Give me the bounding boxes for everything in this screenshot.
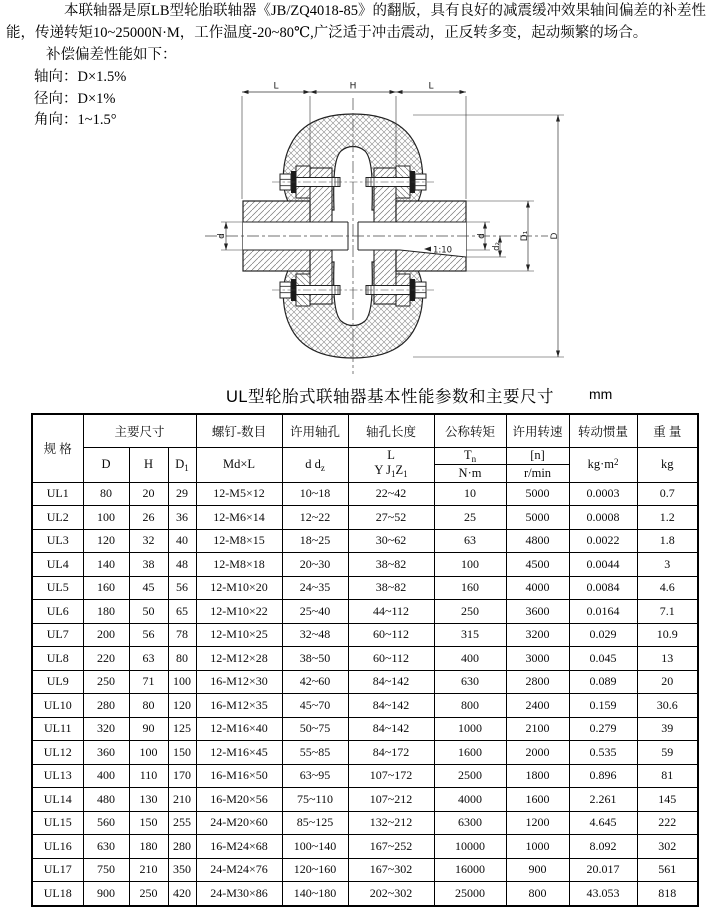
intro-line-1: 本联轴器是原LB型轮胎联轴器《JB/ZQ4018-85》的翻版，具有良好的减震缓冲效果轴间偏差的补差性 (64, 3, 707, 19)
table-row (32, 694, 698, 718)
radial-spec: 径向：D×1% (34, 91, 116, 107)
table-cell: 10000 (434, 835, 506, 859)
table-cell: 24~35 (282, 576, 348, 600)
table-cell: 132~212 (348, 811, 434, 835)
table-cell: 0.896 (569, 764, 637, 788)
table-cell: 12-M8×18 (196, 553, 282, 577)
table-cell: 255 (168, 811, 196, 835)
table-cell: 12-M8×15 (196, 529, 282, 553)
table-cell: 1.8 (637, 529, 698, 553)
table-cell: 3600 (506, 600, 569, 624)
table-cell: 50 (129, 600, 168, 624)
table-cell: 180 (129, 835, 168, 859)
table-cell: 24-M20×60 (196, 811, 282, 835)
table-cell: UL5 (32, 576, 83, 600)
dim-label-l-right: L (428, 81, 434, 92)
table-cell: 12-M5×12 (196, 482, 282, 506)
table-cell: 140~180 (282, 882, 348, 906)
table-cell: 0.045 (569, 647, 637, 671)
table-cell: 44~112 (348, 600, 434, 624)
table-cell: 42~60 (282, 670, 348, 694)
table-cell: 100~140 (282, 835, 348, 859)
table-cell: 55~85 (282, 741, 348, 765)
table-cell: 1000 (434, 717, 506, 741)
table-cell: 12-M16×40 (196, 717, 282, 741)
table-row (32, 741, 698, 765)
table-cell: 40 (168, 529, 196, 553)
table-cell: 38 (129, 553, 168, 577)
table-cell: 280 (83, 694, 129, 718)
table-cell: 167~302 (348, 858, 434, 882)
table-cell: 16-M12×30 (196, 670, 282, 694)
table-cell: 81 (637, 764, 698, 788)
table-cell: 80 (129, 694, 168, 718)
table-cell: 420 (168, 882, 196, 906)
table-cell: 120 (168, 694, 196, 718)
table-cell: 3200 (506, 623, 569, 647)
table-cell: 0.0022 (569, 529, 637, 553)
table-cell: 4.645 (569, 811, 637, 835)
table-cell: 12-M10×22 (196, 600, 282, 624)
table-cell: 400 (434, 647, 506, 671)
table-cell: 16-M12×35 (196, 694, 282, 718)
table-cell: 120 (83, 529, 129, 553)
table-cell: 2400 (506, 694, 569, 718)
table-cell: 4000 (434, 788, 506, 812)
table-cell: 80 (83, 482, 129, 506)
col-spec: 规 格 (32, 414, 83, 482)
dim-label-d-outer: D (550, 232, 560, 240)
header-row-1 (32, 414, 698, 447)
table-cell: UL8 (32, 647, 83, 671)
table-cell: 16000 (434, 858, 506, 882)
table-cell: 3000 (506, 647, 569, 671)
table-cell: 2800 (506, 670, 569, 694)
table-cell: 560 (83, 811, 129, 835)
table-cell: 38~50 (282, 647, 348, 671)
table-cell: UL3 (32, 529, 83, 553)
table-cell: 22~42 (348, 482, 434, 506)
table-cell: 20 (637, 670, 698, 694)
table-cell: 130 (129, 788, 168, 812)
table-cell: 200 (83, 623, 129, 647)
table-cell: 220 (83, 647, 129, 671)
table-cell: 12-M10×20 (196, 576, 282, 600)
table-cell: 20.017 (569, 858, 637, 882)
table-cell: 900 (83, 882, 129, 906)
table-row (32, 858, 698, 882)
table-cell: 160 (434, 576, 506, 600)
dim-label-d-left: d (217, 233, 227, 239)
header-row-2 (32, 447, 698, 465)
table-cell: 12-M6×14 (196, 506, 282, 530)
table-cell: 75~110 (282, 788, 348, 812)
table-cell: 78 (168, 623, 196, 647)
table-cell: 250 (83, 670, 129, 694)
table-cell: 315 (434, 623, 506, 647)
table-cell: 65 (168, 600, 196, 624)
table-cell: 60~112 (348, 623, 434, 647)
table-cell: 26 (129, 506, 168, 530)
table-cell: 0.279 (569, 717, 637, 741)
speed-symbol: [n] (506, 447, 569, 465)
table-cell: 250 (129, 882, 168, 906)
table-row (32, 647, 698, 671)
col-allowed-speed: 许用转速 (506, 414, 569, 447)
axial-spec: 轴向：D×1.5% (34, 69, 127, 85)
table-cell: 27~52 (348, 506, 434, 530)
table-cell: 180 (83, 600, 129, 624)
table-cell: 38~82 (348, 576, 434, 600)
table-row (32, 576, 698, 600)
table-cell: 0.029 (569, 623, 637, 647)
table-cell: 84~142 (348, 717, 434, 741)
table-cell: UL6 (32, 600, 83, 624)
table-cell: 84~142 (348, 670, 434, 694)
table-row (32, 811, 698, 835)
table-cell: UL12 (32, 741, 83, 765)
col-screw-spec: Md×L (196, 447, 282, 482)
table-cell: 1200 (506, 811, 569, 835)
table-cell: 0.0164 (569, 600, 637, 624)
table-cell: 120~160 (282, 858, 348, 882)
table-cell: 10 (434, 482, 506, 506)
table-cell: UL16 (32, 835, 83, 859)
table-cell: 1800 (506, 764, 569, 788)
compensation-heading: 补偿偏差性能如下： (46, 47, 177, 63)
table-cell: 10.9 (637, 623, 698, 647)
col-h: H (129, 447, 168, 482)
table-cell: 6300 (434, 811, 506, 835)
table-cell: 43.053 (569, 882, 637, 906)
table-cell: 12-M16×45 (196, 741, 282, 765)
col-nominal-torque: 公称转矩 (434, 414, 506, 447)
table-cell: 107~212 (348, 788, 434, 812)
table-cell: 1600 (506, 788, 569, 812)
table-cell: 2000 (506, 741, 569, 765)
table-cell: 56 (129, 623, 168, 647)
table-cell: 800 (434, 694, 506, 718)
table-cell: 202~302 (348, 882, 434, 906)
table-cell: 38~82 (348, 553, 434, 577)
table-cell: 630 (83, 835, 129, 859)
table-cell: 59 (637, 741, 698, 765)
table-cell: 302 (637, 835, 698, 859)
table-cell: 25~40 (282, 600, 348, 624)
torque-unit: N·m (434, 465, 506, 483)
table-cell: 100 (129, 741, 168, 765)
inertia-unit: $kg\cdot m^2$ (569, 447, 637, 482)
col-d: D (83, 447, 129, 482)
table-cell: 84~142 (348, 694, 434, 718)
table-cell: 170 (168, 764, 196, 788)
table-row (32, 482, 698, 506)
table-cell: 222 (637, 811, 698, 835)
table-cell: 100 (168, 670, 196, 694)
table-cell: 250 (434, 600, 506, 624)
table-cell: UL4 (32, 553, 83, 577)
table-cell: 4.6 (637, 576, 698, 600)
table-cell: 5000 (506, 506, 569, 530)
table-cell: 4000 (506, 576, 569, 600)
table-cell: 480 (83, 788, 129, 812)
table-cell: 561 (637, 858, 698, 882)
dim-label-d2: d₂ (492, 242, 502, 251)
table-cell: 167~252 (348, 835, 434, 859)
table-row (32, 529, 698, 553)
table-row (32, 764, 698, 788)
table-cell: 50~75 (282, 717, 348, 741)
table-cell: 4500 (506, 553, 569, 577)
table-cell: 16-M16×50 (196, 764, 282, 788)
speed-unit: r/min (506, 465, 569, 483)
table-cell: 630 (434, 670, 506, 694)
table-cell: UL17 (32, 858, 83, 882)
dim-label-d1: D₁ (520, 230, 530, 242)
col-weight: 重 量 (637, 414, 698, 447)
table-cell: UL2 (32, 506, 83, 530)
table-cell: 56 (168, 576, 196, 600)
table-cell: UL11 (32, 717, 83, 741)
table-cell: 24-M30×86 (196, 882, 282, 906)
table-cell: UL9 (32, 670, 83, 694)
table-cell: 1.2 (637, 506, 698, 530)
table-cell: 900 (506, 858, 569, 882)
table-cell: 145 (637, 788, 698, 812)
table-row (32, 882, 698, 906)
col-inertia: 转动惯量 (569, 414, 637, 447)
col-bore-length-sym: L Y $J_1Z_1$ (348, 447, 434, 482)
table-row (32, 835, 698, 859)
table-cell: 3 (637, 553, 698, 577)
col-allowed-bore: 许用轴孔 (282, 414, 348, 447)
table-cell: UL14 (32, 788, 83, 812)
table-cell: 1600 (434, 741, 506, 765)
table-cell: 140 (83, 553, 129, 577)
table-cell: 18~25 (282, 529, 348, 553)
table-cell: 32 (129, 529, 168, 553)
table-cell: 80 (168, 647, 196, 671)
intro-line-2: 能，传递转矩10~25000N·M，工作温度-20~80℃,广泛适于冲击震动，正反转多变，起动频繁的场合。 (6, 25, 648, 41)
table-cell: 2100 (506, 717, 569, 741)
table-cell: 150 (129, 811, 168, 835)
table-cell: 30.6 (637, 694, 698, 718)
table-cell: 0.159 (569, 694, 637, 718)
col-bore-sym: d $d_z$ (282, 447, 348, 482)
coupling-cross-section-drawing (190, 75, 620, 380)
table-cell: 85~125 (282, 811, 348, 835)
table-cell: 63 (434, 529, 506, 553)
table-cell: 350 (168, 858, 196, 882)
table-cell: 0.0008 (569, 506, 637, 530)
table-cell: 210 (129, 858, 168, 882)
table-cell: 20~30 (282, 553, 348, 577)
table-cell: 100 (83, 506, 129, 530)
table-cell: 39 (637, 717, 698, 741)
dim-label-d-right: d (477, 233, 487, 239)
table-cell: 60~112 (348, 647, 434, 671)
table-cell: 280 (168, 835, 196, 859)
table-row (32, 788, 698, 812)
table-row (32, 717, 698, 741)
table-cell: 360 (83, 741, 129, 765)
table-cell: 400 (83, 764, 129, 788)
table-cell: 12~22 (282, 506, 348, 530)
col-main-dimensions: 主要尺寸 (83, 414, 196, 447)
weight-unit: kg (637, 447, 698, 482)
table-cell: 25 (434, 506, 506, 530)
col-screws: 螺钉-数目 (196, 414, 282, 447)
table-cell: 25000 (434, 882, 506, 906)
table-cell: 16-M24×68 (196, 835, 282, 859)
table-cell: 107~172 (348, 764, 434, 788)
taper-ratio-label: 1:10 (433, 245, 453, 256)
table-cell: 125 (168, 717, 196, 741)
table-cell: 800 (506, 882, 569, 906)
col-d1: $D_1$ (168, 447, 196, 482)
col-bore-length: 轴孔长度 (348, 414, 434, 447)
table-cell: 320 (83, 717, 129, 741)
table-cell: 13 (637, 647, 698, 671)
table-cell: UL15 (32, 811, 83, 835)
table-cell: UL13 (32, 764, 83, 788)
table-cell: UL1 (32, 482, 83, 506)
table-cell: 63 (129, 647, 168, 671)
table-cell: UL7 (32, 623, 83, 647)
table-cell: 100 (434, 553, 506, 577)
table-cell: 210 (168, 788, 196, 812)
table-cell: 0.535 (569, 741, 637, 765)
table-cell: 750 (83, 858, 129, 882)
table-cell: 84~172 (348, 741, 434, 765)
table-cell: 45 (129, 576, 168, 600)
table-cell: 150 (168, 741, 196, 765)
table-cell: 2500 (434, 764, 506, 788)
table-cell: 16-M20×56 (196, 788, 282, 812)
table-body (32, 482, 698, 906)
table-cell: 36 (168, 506, 196, 530)
table-unit-mm: mm (589, 386, 613, 402)
table-cell: 2.261 (569, 788, 637, 812)
table-row (32, 623, 698, 647)
table-cell: 12-M10×25 (196, 623, 282, 647)
table-cell: 24-M24×76 (196, 858, 282, 882)
table-row (32, 600, 698, 624)
table-cell: 0.0003 (569, 482, 637, 506)
table-row (32, 670, 698, 694)
table-title: UL型轮胎式联轴器基本性能参数和主要尺寸 (225, 388, 555, 406)
coupling-parameters-table (31, 413, 699, 907)
table-cell: 1000 (506, 835, 569, 859)
dim-label-l-left: L (273, 81, 279, 92)
table-cell: 0.0084 (569, 576, 637, 600)
table-cell: 29 (168, 482, 196, 506)
table-cell: 90 (129, 717, 168, 741)
table-cell: 110 (129, 764, 168, 788)
table-cell: UL10 (32, 694, 83, 718)
table-cell: 12-M12×28 (196, 647, 282, 671)
table-row (32, 506, 698, 530)
table-cell: 160 (83, 576, 129, 600)
table-cell: 7.1 (637, 600, 698, 624)
table-cell: 48 (168, 553, 196, 577)
table-cell: 63~95 (282, 764, 348, 788)
table-cell: 8.092 (569, 835, 637, 859)
table-cell: 0.7 (637, 482, 698, 506)
angular-spec: 角向：1~1.5° (34, 112, 117, 128)
table-cell: 71 (129, 670, 168, 694)
table-cell: 32~48 (282, 623, 348, 647)
table-cell: 20 (129, 482, 168, 506)
table-cell: 818 (637, 882, 698, 906)
table-cell: 5000 (506, 482, 569, 506)
table-cell: 30~62 (348, 529, 434, 553)
table-cell: 10~18 (282, 482, 348, 506)
torque-symbol: $T_n$ (434, 447, 506, 465)
table-row (32, 553, 698, 577)
dim-label-h: H (349, 81, 357, 92)
table-cell: 0.0044 (569, 553, 637, 577)
table-cell: 0.089 (569, 670, 637, 694)
table-cell: 4800 (506, 529, 569, 553)
table-cell: 45~70 (282, 694, 348, 718)
table-cell: UL18 (32, 882, 83, 906)
